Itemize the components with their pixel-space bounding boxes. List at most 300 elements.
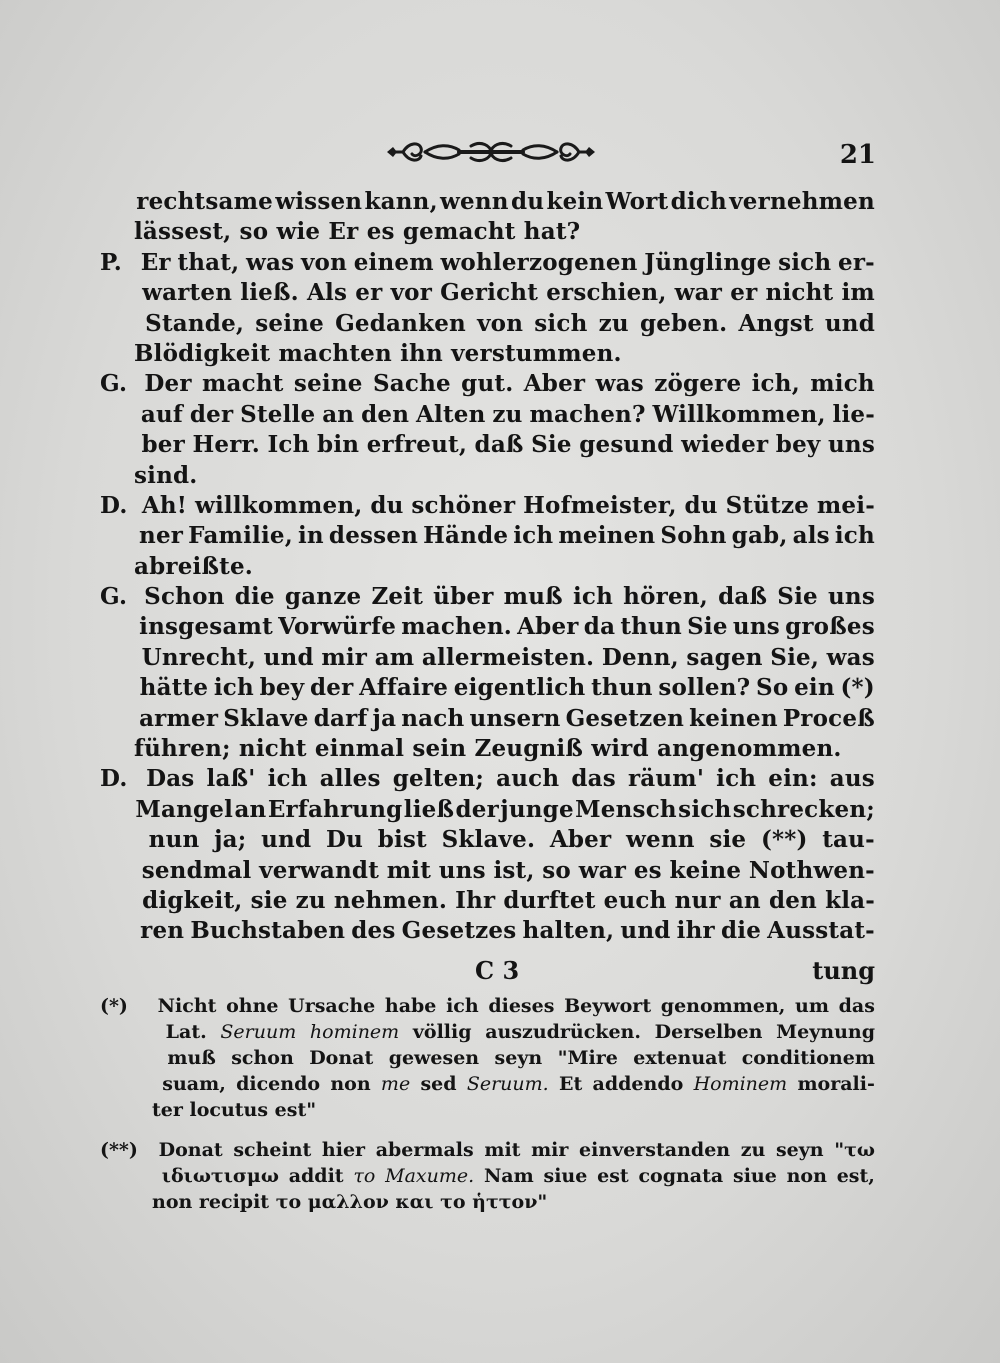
- word: Ich: [267, 431, 310, 459]
- word: am: [374, 643, 415, 671]
- footnote-word: schon: [231, 1047, 294, 1069]
- word: eigentlich: [453, 674, 586, 702]
- text-line: [100, 643, 875, 673]
- speaker-label: [100, 461, 134, 491]
- footnote-line: [100, 1071, 875, 1097]
- footnote-word: morali-: [797, 1073, 875, 1095]
- word: das: [571, 765, 616, 793]
- word: auch: [496, 765, 560, 793]
- scroll-ornament-icon: [385, 136, 597, 168]
- footnote-word: seyn: [775, 1139, 824, 1161]
- word: bey: [259, 674, 305, 702]
- footnote-word: siue: [543, 1165, 588, 1187]
- footnote-line: [100, 1045, 875, 1071]
- word: vernehmen: [729, 188, 875, 215]
- footnote-word: hominem: [309, 1021, 400, 1043]
- word: Du: [325, 826, 364, 854]
- speaker-label: [100, 612, 134, 642]
- word: Denn,: [601, 643, 679, 671]
- word: als: [792, 522, 830, 550]
- line-text: Blödigkeit machten ihn verstummen.: [134, 339, 622, 367]
- word: hätte: [139, 674, 209, 702]
- footnote-word: est,: [836, 1165, 875, 1187]
- footnote-word: Lat.: [165, 1021, 207, 1043]
- word: thun: [620, 613, 682, 641]
- footnote-word: sed: [420, 1073, 457, 1095]
- word: gesund: [579, 431, 674, 459]
- speaker-label: [100, 916, 134, 946]
- word: aus: [829, 765, 875, 793]
- word: ner: [139, 522, 184, 550]
- word: und: [261, 826, 312, 854]
- speaker-label: [100, 339, 134, 369]
- footnote-word: non: [330, 1073, 371, 1095]
- word: Mangel: [135, 795, 234, 823]
- word: an: [728, 886, 761, 914]
- footnote-text: non recipit το μαλλον και το ἡττον": [152, 1191, 548, 1213]
- word: da: [583, 613, 616, 641]
- speaker-label: [100, 430, 134, 460]
- word: sich: [778, 248, 832, 276]
- word: der: [189, 400, 234, 428]
- text-line: [100, 400, 875, 430]
- word: mit: [386, 856, 432, 884]
- line-text: führen; nicht einmal sein Zeugniß wird angenommen.: [134, 735, 842, 763]
- word: keine: [669, 856, 742, 884]
- word: vor: [390, 279, 433, 307]
- text-line: [100, 217, 875, 247]
- text-line: [100, 521, 875, 551]
- word: Affaire: [359, 674, 449, 702]
- speaker-label: [100, 886, 134, 916]
- word: ren: [140, 917, 185, 945]
- word: (**): [760, 826, 808, 854]
- word: im: [841, 279, 875, 307]
- word: Erfahrung: [267, 795, 403, 823]
- word: thun: [591, 674, 653, 702]
- word: ich: [572, 583, 614, 611]
- word: nun: [148, 826, 200, 854]
- word: laß': [206, 765, 256, 793]
- word: ich,: [751, 370, 800, 398]
- word: kann,: [364, 188, 438, 215]
- word: erfreut,: [366, 431, 468, 459]
- speaker-label: [100, 217, 134, 247]
- footnote-word: das: [838, 995, 875, 1017]
- footnote-word: muß: [167, 1047, 216, 1069]
- word: war: [674, 279, 723, 307]
- word: uns: [438, 856, 486, 884]
- footnote-word: non: [786, 1165, 827, 1187]
- word: ihr: [676, 917, 715, 945]
- word: digkeit,: [142, 886, 243, 914]
- text-line: [100, 916, 875, 946]
- word: alles: [319, 765, 381, 793]
- word: Sklave: [223, 704, 309, 732]
- word: an: [234, 795, 267, 823]
- word: daß: [474, 431, 524, 459]
- word: zu: [295, 886, 326, 914]
- footnote-word: einverstanden: [579, 1139, 731, 1161]
- footnote-word: ohne: [226, 995, 279, 1017]
- word: So: [756, 674, 789, 702]
- word: wenn: [440, 188, 509, 215]
- word: ließ: [403, 795, 455, 823]
- word: auf: [140, 400, 183, 428]
- line-text: abreißte.: [134, 552, 254, 580]
- text-line: [100, 461, 875, 491]
- word: er: [730, 279, 758, 307]
- word: zu: [492, 400, 523, 428]
- text-line: [100, 309, 875, 339]
- word: macht: [201, 370, 284, 398]
- word: sendmal: [141, 856, 252, 884]
- text-line: [100, 825, 875, 855]
- word: du: [510, 188, 545, 215]
- word: erschien,: [546, 279, 667, 307]
- word: was: [826, 643, 875, 671]
- word: zu: [598, 309, 629, 337]
- word: darf: [313, 704, 368, 732]
- word: nehmen.: [333, 886, 448, 914]
- word: Buchstaben: [190, 917, 346, 945]
- word: ja: [372, 704, 397, 732]
- word: dich: [670, 188, 727, 215]
- word: was: [246, 248, 295, 276]
- word: Als: [307, 279, 348, 307]
- footnote-word: Hominem: [693, 1073, 788, 1095]
- word: rechtsame: [136, 188, 273, 215]
- word: bist: [377, 826, 427, 854]
- text-line: [100, 856, 875, 886]
- word: Stande,: [145, 309, 245, 337]
- word: machen.: [401, 613, 512, 641]
- word: insgesamt: [139, 613, 273, 641]
- word: schrecken;: [732, 795, 875, 823]
- word: wenn: [625, 826, 695, 854]
- footnote-word: dicendo: [236, 1073, 321, 1095]
- word: in: [297, 522, 324, 550]
- indent: [100, 1163, 152, 1189]
- footnote-word: völlig: [412, 1021, 472, 1043]
- word: bey: [775, 431, 821, 459]
- word: Gesetzes: [401, 917, 517, 945]
- word: ließ.: [240, 279, 299, 307]
- footnote-text: ter locutus est": [152, 1099, 317, 1121]
- word: nur: [674, 886, 721, 914]
- word: ber: [141, 431, 185, 459]
- footnote-word: habe: [384, 995, 437, 1017]
- word: es: [633, 856, 662, 884]
- word: ein: [794, 674, 835, 702]
- word: Ah!: [141, 491, 188, 519]
- footnote-word: est: [597, 1165, 629, 1187]
- word: du: [684, 491, 718, 519]
- word: Unrecht,: [141, 643, 257, 671]
- word: muß: [503, 583, 563, 611]
- speaker-label: [100, 734, 134, 764]
- footnote-word: Seruum.: [466, 1073, 549, 1095]
- footnote-word: siue: [733, 1165, 777, 1187]
- footnote-word: hier: [321, 1139, 366, 1161]
- line-text: sind.: [134, 461, 198, 489]
- word: meinen: [558, 522, 656, 550]
- word: armer: [139, 704, 219, 732]
- footnote-word: ιδιωτισμω: [161, 1165, 279, 1187]
- text-line: [100, 339, 875, 369]
- footnote-word: Donat: [309, 1047, 374, 1069]
- indent: [100, 1189, 152, 1215]
- footnote-word: genommen,: [660, 995, 786, 1017]
- speaker-label: [100, 552, 134, 582]
- footnote-mark: (**): [100, 1139, 138, 1161]
- word: ich: [834, 522, 875, 550]
- speaker-label: D.: [100, 491, 128, 519]
- footnote-word: Maxume.: [385, 1165, 475, 1187]
- word: mei-: [816, 491, 875, 519]
- footnote-word: mir: [531, 1139, 569, 1161]
- word: Alten: [415, 400, 486, 428]
- speaker-label: [100, 309, 134, 339]
- word: nicht: [765, 279, 834, 307]
- text-line: [100, 582, 875, 612]
- word: großes: [785, 613, 875, 641]
- word: Schon: [144, 583, 225, 611]
- footnote-line: [100, 1189, 875, 1215]
- footnote-word: dieses: [488, 995, 555, 1017]
- word: Aber: [549, 826, 612, 854]
- word: Aber: [523, 370, 586, 398]
- word: warten: [142, 279, 233, 307]
- footnote-line: [100, 1137, 875, 1163]
- word: sie: [709, 826, 747, 854]
- indent: [100, 1045, 152, 1071]
- footnote-word: Derselben: [654, 1021, 763, 1043]
- text-line: [100, 187, 875, 217]
- speaker-label: [100, 643, 134, 673]
- word: Hofmeister,: [523, 491, 677, 519]
- word: Sie: [687, 613, 728, 641]
- word: keinen: [689, 704, 778, 732]
- word: tau-: [822, 826, 875, 854]
- word: Familie,: [188, 522, 293, 550]
- word: Sache: [372, 370, 451, 398]
- indent: [100, 1097, 152, 1123]
- footnote-word: seyn: [494, 1047, 543, 1069]
- word: Aber: [517, 613, 579, 641]
- word: machen?: [529, 400, 646, 428]
- word: war: [578, 856, 627, 884]
- word: Ihr: [455, 886, 496, 914]
- word: euch: [603, 886, 667, 914]
- word: Zeit: [371, 583, 424, 611]
- footnote-word: auszudrücken.: [485, 1021, 641, 1043]
- word: willkommen,: [194, 491, 363, 519]
- word: gab,: [731, 522, 788, 550]
- word: uns: [732, 613, 780, 641]
- word: Gesetzen: [565, 704, 685, 732]
- word: Gedanken: [335, 309, 466, 337]
- footnote-word: Meynung: [776, 1021, 875, 1043]
- speaker-label: D.: [100, 765, 128, 793]
- indent: [100, 1019, 152, 1045]
- word: er-: [838, 248, 875, 276]
- word: räum': [627, 765, 705, 793]
- text-line: [100, 430, 875, 460]
- text-line: [100, 673, 875, 703]
- word: schöner: [411, 491, 516, 519]
- word: Stelle: [240, 400, 316, 428]
- word: Hände: [423, 522, 509, 550]
- word: ich: [716, 765, 757, 793]
- footnote-word: abermals: [375, 1139, 474, 1161]
- word: dessen: [328, 522, 419, 550]
- word: junge: [500, 795, 574, 823]
- word: und: [824, 309, 875, 337]
- word: ein:: [768, 765, 818, 793]
- footnote-word: Nicht: [157, 995, 217, 1017]
- footnote-word: Ursache: [288, 995, 376, 1017]
- footnote-word: "τω: [834, 1139, 875, 1161]
- word: die: [720, 917, 762, 945]
- word: kein: [546, 188, 604, 215]
- word: verwandt: [259, 856, 380, 884]
- word: Mensch: [575, 795, 677, 823]
- footnote-word: zu: [740, 1139, 766, 1161]
- word: von: [300, 248, 347, 276]
- text-line: [100, 369, 875, 399]
- word: Nothwen-: [748, 856, 875, 884]
- speaker-label: [100, 795, 134, 825]
- word: des: [351, 917, 396, 945]
- word: was: [595, 370, 644, 398]
- word: Sie: [777, 583, 818, 611]
- footnote-word: addit: [288, 1165, 344, 1187]
- word: sich: [678, 795, 732, 823]
- speaker-label: [100, 187, 134, 217]
- word: Gericht: [440, 279, 539, 307]
- footnote-word: conditionem: [741, 1047, 875, 1069]
- text-line: [100, 552, 875, 582]
- footnote-word: ich: [446, 995, 479, 1017]
- speaker-label: [100, 278, 134, 308]
- word: ganze: [284, 583, 362, 611]
- word: sich: [534, 309, 588, 337]
- word: so: [542, 856, 571, 884]
- word: über: [433, 583, 494, 611]
- text-line: [100, 612, 875, 642]
- word: seine: [293, 370, 363, 398]
- word: kla-: [825, 886, 875, 914]
- word: Sohn: [660, 522, 727, 550]
- word: ich: [513, 522, 554, 550]
- word: du: [370, 491, 404, 519]
- speaker-label: [100, 521, 134, 551]
- word: nach: [401, 704, 465, 732]
- footnote-word: "Mire: [557, 1047, 618, 1069]
- text-line: [100, 734, 875, 764]
- footnote-word: extenuat: [633, 1047, 727, 1069]
- footnote-word: me: [380, 1073, 411, 1095]
- speaker-label: [100, 704, 134, 734]
- word: lie-: [832, 400, 875, 428]
- word: allermeisten.: [421, 643, 595, 671]
- speaker-label: G.: [100, 583, 128, 611]
- dialogue-text: [100, 187, 875, 947]
- text-line: [100, 278, 875, 308]
- footnote-word: um: [795, 995, 829, 1017]
- footnote-word: scheint: [233, 1139, 312, 1161]
- word: gut.: [461, 370, 514, 398]
- word: Das: [146, 765, 195, 793]
- word: der: [455, 795, 499, 823]
- footnote-word: cognata: [638, 1165, 724, 1187]
- word: und: [263, 643, 314, 671]
- word: Willkommen,: [652, 400, 826, 428]
- footnote-word: Seruum: [220, 1021, 297, 1043]
- word: mich: [810, 370, 875, 398]
- word: von: [477, 309, 524, 337]
- word: und: [620, 917, 671, 945]
- word: uns: [827, 431, 875, 459]
- footnote-line: [100, 993, 875, 1019]
- word: uns: [828, 583, 875, 611]
- word: Angst: [738, 309, 814, 337]
- footnote-mark: (*): [100, 995, 128, 1017]
- word: wieder: [681, 431, 769, 459]
- text-line: [100, 491, 875, 521]
- word: den: [768, 886, 817, 914]
- word: Proceß: [782, 704, 875, 732]
- footnotes: [100, 993, 875, 1215]
- word: Sklave.: [441, 826, 536, 854]
- page-number: 21: [839, 140, 876, 170]
- word: Ausstat-: [767, 917, 875, 945]
- word: Stütze: [725, 491, 810, 519]
- word: an: [322, 400, 355, 428]
- text-line: [100, 886, 875, 916]
- word: Sie,: [770, 643, 820, 671]
- catchword: tung: [812, 956, 875, 985]
- word: mir: [321, 643, 368, 671]
- footnote-line: [100, 1163, 875, 1189]
- line-text: lässest, so wie Er es gemacht hat?: [134, 218, 581, 246]
- text-line: [100, 248, 875, 278]
- text-line: [100, 764, 875, 794]
- speaker-label: [100, 673, 134, 703]
- word: (*): [840, 674, 875, 702]
- word: gelten;: [392, 765, 485, 793]
- word: Er: [140, 248, 171, 276]
- word: sollen?: [658, 674, 751, 702]
- word: wohlerzogenen: [440, 248, 638, 276]
- word: bin: [317, 431, 360, 459]
- footnote-word: το: [353, 1165, 376, 1187]
- word: Jünglinge: [644, 248, 772, 276]
- text-line: [100, 795, 875, 825]
- speaker-label: P.: [100, 248, 122, 276]
- footnote-word: gewesen: [388, 1047, 480, 1069]
- word: Herr.: [192, 431, 260, 459]
- footnote-word: addendo: [592, 1073, 684, 1095]
- speaker-label: [100, 400, 134, 430]
- word: geben.: [639, 309, 728, 337]
- speaker-label: [100, 825, 134, 855]
- word: den: [361, 400, 410, 428]
- word: die: [234, 583, 275, 611]
- word: Der: [144, 370, 192, 398]
- word: unsern: [469, 704, 561, 732]
